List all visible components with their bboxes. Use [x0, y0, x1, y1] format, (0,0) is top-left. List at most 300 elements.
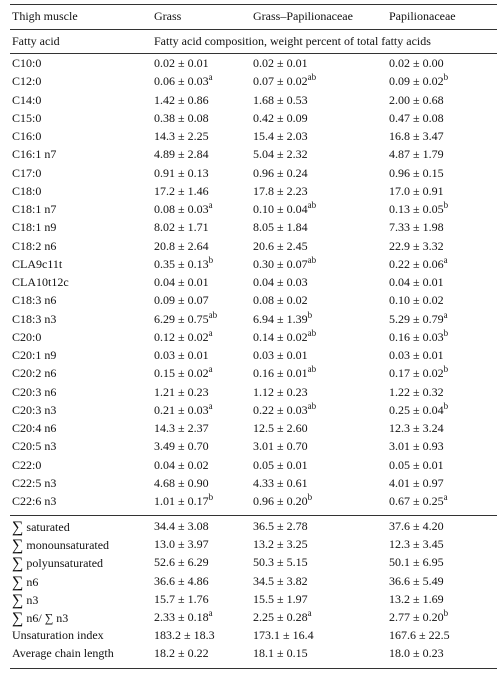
mean-sd: 0.14 ± 0.02 — [253, 329, 308, 344]
sigma-symbol: ∑ — [12, 555, 24, 573]
significance-letter: b — [443, 327, 449, 338]
value-col-2 — [253, 457, 308, 474]
fatty-acid-row — [0, 493, 500, 510]
mean-sd: 34.5 ± 3.82 — [253, 573, 308, 588]
subheader-row — [0, 33, 500, 50]
mean-sd: 1.68 ± 0.53 — [253, 92, 308, 107]
value-col-1 — [154, 645, 209, 662]
fatty-acid-name — [12, 274, 69, 291]
row-label: Average chain length — [12, 646, 114, 661]
mean-sd: 36.6 ± 5.49 — [389, 573, 444, 588]
header-rule — [10, 29, 497, 30]
value-col-3 — [389, 384, 444, 401]
value-col-2 — [253, 146, 308, 163]
fatty-acid-name — [12, 165, 41, 182]
row-label: C12:0 — [12, 74, 42, 89]
value-col-1 — [154, 573, 209, 590]
significance-letter: ab — [307, 400, 317, 411]
value-col-3 — [389, 365, 448, 382]
mean-sd: 17.2 ± 1.46 — [154, 183, 209, 198]
mean-sd: 0.12 ± 0.02 — [154, 329, 209, 344]
subheader-rule — [10, 53, 497, 54]
value-col-1 — [154, 311, 217, 328]
value-col-3 — [389, 591, 444, 608]
summary-row — [0, 573, 500, 590]
mean-sd: 50.3 ± 5.15 — [253, 555, 308, 570]
fatty-acid-row — [0, 146, 500, 163]
value-col-3 — [389, 183, 444, 200]
mean-sd: 0.13 ± 0.05 — [389, 202, 444, 216]
value-col-1 — [154, 457, 209, 474]
row-label: C20:4 n6 — [12, 421, 57, 435]
mean-sd: 0.03 ± 0.01 — [389, 348, 444, 362]
fatty-acid-row — [0, 292, 500, 309]
value-col-2 — [253, 329, 316, 346]
mean-sd: 0.04 ± 0.02 — [154, 457, 209, 472]
mean-sd: 0.30 ± 0.07 — [253, 256, 308, 271]
fatty-acid-name — [12, 73, 41, 90]
mean-sd: 34.4 ± 3.08 — [154, 519, 209, 533]
fatty-acid-name — [12, 438, 56, 455]
fatty-acid-name — [12, 311, 56, 328]
value-col-3 — [389, 420, 444, 437]
fatty-acid-name — [12, 292, 56, 309]
value-col-3 — [389, 536, 444, 553]
value-col-2 — [253, 518, 308, 535]
value-col-2 — [253, 238, 308, 255]
value-col-1 — [154, 365, 213, 382]
value-col-2 — [253, 128, 308, 145]
fatty-acid-name — [12, 384, 56, 401]
value-col-1 — [154, 146, 209, 163]
fatty-acid-row — [0, 219, 500, 236]
row-label: C14:0 — [12, 92, 42, 107]
value-col-1 — [154, 627, 215, 644]
mean-sd: 36.6 ± 4.86 — [154, 573, 209, 588]
mean-sd: 0.16 ± 0.03 — [389, 329, 444, 344]
summary-row — [0, 609, 500, 626]
value-col-1 — [154, 609, 213, 626]
mean-sd: 12.5 ± 2.60 — [253, 421, 308, 435]
value-col-2 — [253, 627, 314, 644]
value-col-2 — [253, 475, 308, 492]
value-col-2 — [253, 438, 308, 455]
row-label: C20:5 n3 — [12, 439, 57, 454]
mean-sd: 0.22 ± 0.06 — [389, 256, 444, 271]
significance-letter: ab — [307, 254, 317, 265]
mean-sd: 0.47 ± 0.08 — [389, 110, 444, 125]
summary-label — [12, 627, 104, 644]
fatty-acid-name — [12, 201, 56, 218]
value-col-2 — [253, 420, 308, 437]
mean-sd: 36.5 ± 2.78 — [253, 519, 308, 533]
mean-sd: 3.01 ± 0.93 — [389, 439, 444, 454]
value-col-1 — [154, 536, 209, 553]
fatty-acid-name — [12, 55, 41, 72]
mean-sd: 18.0 ± 0.23 — [389, 646, 444, 661]
mean-sd: 0.35 ± 0.13 — [154, 256, 209, 271]
mean-sd: 0.02 ± 0.01 — [154, 56, 209, 70]
value-col-2 — [253, 92, 308, 109]
mean-sd: 1.21 ± 0.23 — [154, 384, 209, 399]
significance-letter: a — [443, 492, 448, 502]
fatty-acid-name — [12, 457, 41, 474]
significance-letter: ab — [307, 200, 317, 210]
significance-letter: ab — [307, 327, 317, 338]
value-col-3 — [389, 292, 444, 309]
value-col-2 — [253, 292, 308, 309]
value-col-1 — [154, 329, 213, 346]
value-col-1 — [154, 55, 209, 72]
summary-label — [12, 518, 70, 536]
value-col-2 — [253, 219, 308, 236]
mean-sd: 2.25 ± 0.28 — [253, 610, 308, 624]
fatty-acid-row — [0, 420, 500, 437]
subheader-fatty-acid: Fatty acid — [12, 34, 60, 48]
mean-sd: 18.1 ± 0.15 — [253, 646, 308, 661]
row-label: C17:0 — [12, 165, 42, 180]
value-col-2 — [253, 493, 312, 510]
row-label: C18:0 — [12, 183, 42, 198]
fatty-acid-row — [0, 183, 500, 200]
value-col-1 — [154, 165, 209, 182]
fatty-acid-row — [0, 256, 500, 273]
fatty-acid-row — [0, 238, 500, 255]
mean-sd: 1.42 ± 0.86 — [154, 92, 209, 107]
mean-sd: 0.08 ± 0.02 — [253, 293, 308, 308]
value-col-1 — [154, 274, 209, 291]
fatty-acid-name — [12, 256, 62, 273]
row-label: C18:3 n6 — [12, 293, 57, 308]
mean-sd: 52.6 ± 6.29 — [154, 555, 209, 570]
header-row — [0, 8, 500, 25]
mean-sd: 12.3 ± 3.45 — [389, 537, 444, 552]
fatty-acid-row — [0, 110, 500, 127]
row-label: monounsaturated — [26, 538, 110, 553]
value-col-3 — [389, 475, 444, 492]
row-label: C15:0 — [12, 110, 42, 125]
significance-letter: a — [208, 72, 213, 83]
row-label: C10:0 — [12, 56, 42, 70]
mean-sd: 13.0 ± 3.97 — [154, 537, 209, 552]
value-col-3 — [389, 256, 448, 273]
significance-letter: b — [443, 72, 449, 83]
value-col-1 — [154, 384, 209, 401]
summary-label — [12, 536, 109, 554]
summary-row — [0, 536, 500, 553]
significance-letter: a — [208, 608, 213, 618]
significance-letter: b — [443, 608, 449, 618]
value-col-3 — [389, 329, 448, 346]
mean-sd: 0.10 ± 0.02 — [389, 293, 444, 308]
significance-letter: b — [208, 254, 214, 265]
mean-sd: 15.4 ± 2.03 — [253, 129, 308, 143]
mean-sd: 0.05 ± 0.01 — [253, 457, 308, 472]
sigma-symbol: ∑ — [12, 591, 24, 609]
mean-sd: 0.09 ± 0.07 — [154, 293, 209, 308]
mean-sd: 0.04 ± 0.01 — [389, 275, 444, 289]
significance-letter: a — [208, 400, 213, 411]
header-muscle: Thigh muscle — [12, 9, 78, 23]
value-col-1 — [154, 256, 213, 273]
summary-label — [12, 573, 38, 591]
fatty-acid-name — [12, 402, 56, 419]
row-label: CLA9c11t — [12, 256, 63, 271]
top-rule — [10, 4, 497, 5]
row-label: C18:1 n7 — [12, 202, 57, 216]
value-col-3 — [389, 73, 448, 90]
mean-sd: 17.8 ± 2.23 — [253, 183, 308, 198]
row-label: saturated — [26, 520, 70, 534]
value-col-1 — [154, 591, 209, 608]
row-label: C20:3 n6 — [12, 384, 57, 399]
value-col-3 — [389, 402, 448, 419]
mean-sd: 4.89 ± 2.84 — [154, 147, 209, 162]
fatty-acid-row — [0, 274, 500, 291]
value-col-2 — [253, 384, 308, 401]
mean-sd: 0.02 ± 0.00 — [389, 56, 444, 70]
row-label: C22:5 n3 — [12, 475, 57, 490]
value-col-2 — [253, 591, 308, 608]
value-col-3 — [389, 493, 448, 510]
value-col-3 — [389, 219, 444, 236]
mean-sd: 0.03 ± 0.01 — [253, 348, 308, 362]
mean-sd: 0.17 ± 0.02 — [389, 366, 444, 381]
summary-label — [12, 591, 38, 609]
row-label: C18:3 n3 — [12, 311, 57, 326]
section-rule — [10, 515, 497, 516]
mean-sd: 0.25 ± 0.04 — [389, 402, 444, 417]
mean-sd: 12.3 ± 3.24 — [389, 421, 444, 435]
subheader-span-label: Fatty acid composition, weight percent of total fatty acids — [154, 34, 431, 48]
value-col-2 — [253, 536, 308, 553]
fatty-acid-name — [12, 347, 56, 364]
value-col-3 — [389, 311, 448, 328]
fatty-acid-row — [0, 329, 500, 346]
value-col-1 — [154, 554, 209, 571]
value-col-2 — [253, 110, 308, 127]
fatty-acid-row — [0, 128, 500, 145]
summary-label — [12, 554, 103, 572]
value-col-3 — [389, 554, 444, 571]
value-col-2 — [253, 201, 316, 218]
significance-letter: b — [443, 364, 449, 375]
mean-sd: 2.77 ± 0.20 — [389, 610, 444, 624]
significance-letter: a — [208, 364, 213, 375]
summary-row — [0, 645, 500, 662]
value-col-1 — [154, 347, 209, 364]
fatty-acid-row — [0, 165, 500, 182]
mean-sd: 0.96 ± 0.24 — [253, 165, 308, 180]
mean-sd: 37.6 ± 4.20 — [389, 519, 444, 533]
row-label: C22:6 n3 — [12, 494, 57, 508]
mean-sd: 0.07 ± 0.02 — [253, 74, 308, 89]
fatty-acid-name — [12, 110, 41, 127]
fatty-acid-name — [12, 329, 41, 346]
value-col-2 — [253, 311, 312, 328]
row-label: CLA10t12c — [12, 275, 69, 289]
mean-sd: 173.1 ± 16.4 — [253, 628, 314, 643]
mean-sd: 1.01 ± 0.17 — [154, 494, 209, 508]
significance-letter: b — [443, 200, 449, 210]
sigma-symbol: ∑ — [12, 610, 24, 627]
mean-sd: 18.2 ± 0.22 — [154, 646, 209, 661]
fatty-acid-row — [0, 365, 500, 382]
fatty-acid-name — [12, 219, 56, 236]
mean-sd: 2.00 ± 0.68 — [389, 92, 444, 107]
mean-sd: 20.6 ± 2.45 — [253, 238, 308, 253]
significance-letter: ab — [208, 309, 218, 320]
bottom-rule — [10, 668, 497, 669]
mean-sd: 0.15 ± 0.02 — [154, 366, 209, 381]
fatty-acid-row — [0, 402, 500, 419]
significance-letter: b — [307, 309, 313, 320]
mean-sd: 0.09 ± 0.02 — [389, 74, 444, 89]
row-label: C20:1 n9 — [12, 348, 57, 362]
sigma-symbol: ∑ — [12, 573, 24, 591]
mean-sd: 1.22 ± 0.32 — [389, 384, 444, 399]
value-col-2 — [253, 645, 308, 662]
fatty-acid-name — [12, 365, 56, 382]
fatty-acid-name — [12, 183, 41, 200]
header-papilionaceae: Papilionaceae — [389, 9, 456, 23]
mean-sd: 0.05 ± 0.01 — [389, 457, 444, 472]
significance-letter: b — [307, 492, 313, 502]
value-col-2 — [253, 73, 316, 90]
mean-sd: 167.6 ± 22.5 — [389, 628, 450, 643]
value-col-2 — [253, 256, 316, 273]
significance-letter: ab — [307, 364, 317, 375]
value-col-2 — [253, 402, 316, 419]
value-col-2 — [253, 609, 312, 626]
mean-sd: 17.0 ± 0.91 — [389, 183, 444, 198]
mean-sd: 8.02 ± 1.71 — [154, 220, 209, 235]
value-col-3 — [389, 165, 444, 182]
row-label: C22:0 — [12, 457, 42, 472]
mean-sd: 4.01 ± 0.97 — [389, 475, 444, 490]
mean-sd: 4.87 ± 1.79 — [389, 147, 444, 162]
summary-row — [0, 554, 500, 571]
mean-sd: 14.3 ± 2.25 — [154, 129, 209, 143]
mean-sd: 0.21 ± 0.03 — [154, 402, 209, 417]
value-col-1 — [154, 201, 213, 218]
value-col-3 — [389, 609, 448, 626]
fatty-acid-row — [0, 438, 500, 455]
mean-sd: 1.12 ± 0.23 — [253, 384, 308, 399]
value-col-1 — [154, 420, 209, 437]
mean-sd: 183.2 ± 18.3 — [154, 628, 215, 643]
mean-sd: 0.03 ± 0.01 — [154, 348, 209, 362]
fatty-acid-row — [0, 73, 500, 90]
fatty-acid-name — [12, 238, 56, 255]
mean-sd: 6.29 ± 0.75 — [154, 311, 209, 326]
value-col-3 — [389, 573, 444, 590]
fatty-acid-name — [12, 92, 41, 109]
summary-row — [0, 518, 500, 535]
value-col-1 — [154, 493, 213, 510]
mean-sd: 20.8 ± 2.64 — [154, 238, 209, 253]
value-col-2 — [253, 573, 308, 590]
value-col-1 — [154, 183, 209, 200]
mean-sd: 3.49 ± 0.70 — [154, 439, 209, 454]
fatty-acid-row — [0, 457, 500, 474]
mean-sd: 0.22 ± 0.03 — [253, 402, 308, 417]
fatty-acid-name — [12, 475, 56, 492]
summary-label — [12, 645, 114, 662]
mean-sd: 0.38 ± 0.08 — [154, 110, 209, 125]
summary-label — [12, 609, 68, 627]
value-col-3 — [389, 518, 444, 535]
mean-sd: 13.2 ± 3.25 — [253, 537, 308, 552]
value-col-1 — [154, 92, 209, 109]
fatty-acid-name — [12, 420, 56, 437]
fatty-acid-row — [0, 384, 500, 401]
mean-sd: 15.7 ± 1.76 — [154, 591, 209, 606]
header-grass-papilionaceae: Grass–Papilionaceae — [253, 9, 353, 23]
row-label: C20:3 n3 — [12, 402, 57, 417]
mean-sd: 4.33 ± 0.61 — [253, 475, 308, 490]
row-label: polyunsaturated — [26, 556, 104, 571]
value-col-3 — [389, 274, 444, 291]
header-grass: Grass — [154, 9, 182, 23]
fatty-acid-name — [12, 146, 56, 163]
mean-sd: 15.5 ± 1.97 — [253, 591, 308, 606]
mean-sd: 0.04 ± 0.03 — [253, 275, 308, 289]
mean-sd: 7.33 ± 1.98 — [389, 220, 444, 235]
value-col-1 — [154, 238, 209, 255]
mean-sd: 8.05 ± 1.84 — [253, 220, 308, 235]
mean-sd: 4.68 ± 0.90 — [154, 475, 209, 490]
mean-sd: 5.04 ± 2.32 — [253, 147, 308, 162]
mean-sd: 0.91 ± 0.13 — [154, 165, 209, 180]
mean-sd: 0.06 ± 0.03 — [154, 74, 209, 89]
mean-sd: 14.3 ± 2.37 — [154, 421, 209, 435]
sigma-symbol: ∑ — [12, 537, 24, 555]
value-col-2 — [253, 554, 308, 571]
row-label: n6/ ∑ n3 — [26, 611, 69, 625]
mean-sd: 5.29 ± 0.79 — [389, 311, 444, 326]
summary-row — [0, 627, 500, 644]
value-col-1 — [154, 438, 209, 455]
mean-sd: 0.08 ± 0.03 — [154, 202, 209, 216]
value-col-2 — [253, 347, 308, 364]
row-label: n6 — [26, 574, 39, 589]
fatty-acid-row — [0, 55, 500, 72]
significance-letter: a — [208, 327, 213, 338]
value-col-2 — [253, 365, 316, 382]
value-col-3 — [389, 55, 444, 72]
row-label: C20:2 n6 — [12, 366, 57, 381]
mean-sd: 50.1 ± 6.95 — [389, 555, 444, 570]
mean-sd: 0.67 ± 0.25 — [389, 494, 444, 508]
sigma-symbol: ∑ — [12, 519, 24, 536]
significance-letter: a — [307, 608, 312, 618]
mean-sd: 0.96 ± 0.15 — [389, 165, 444, 180]
row-label: Unsaturation index — [12, 628, 104, 643]
value-col-3 — [389, 438, 444, 455]
mean-sd: 0.02 ± 0.01 — [253, 56, 308, 70]
value-col-3 — [389, 645, 444, 662]
fatty-acid-row — [0, 92, 500, 109]
row-label: C20:0 — [12, 329, 42, 344]
fatty-acid-row — [0, 311, 500, 328]
mean-sd: 0.10 ± 0.04 — [253, 202, 308, 216]
mean-sd: 3.01 ± 0.70 — [253, 439, 308, 454]
value-col-3 — [389, 128, 444, 145]
value-col-2 — [253, 274, 308, 291]
significance-letter: a — [208, 200, 213, 210]
mean-sd: 0.42 ± 0.09 — [253, 110, 308, 125]
